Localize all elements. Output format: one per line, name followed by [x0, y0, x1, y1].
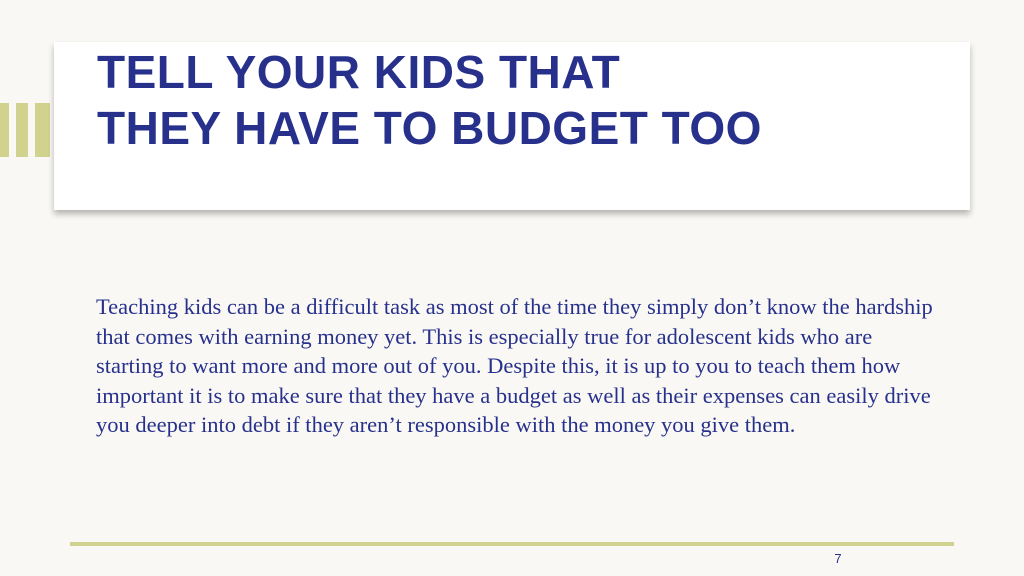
page-number: 7: [834, 551, 842, 566]
slide-title-line-1: TELL YOUR KIDS THAT: [97, 46, 621, 98]
footer-divider: [70, 542, 954, 546]
accent-bar: [0, 103, 9, 157]
slide-title-line-2: THEY HAVE TO BUDGET TOO: [97, 102, 762, 154]
slide-body-text: Teaching kids can be a difficult task as most of the time they simply don’t know the hardship that comes with earning money yet. This is especially true for adolescent kids who are starting to want more and more out of you. Despite this, it is up to you to teach them how important it is to make sure that they have a budget as well as their expenses can easily drive you deeper into debt if they aren’t responsible with the money you give them.: [96, 294, 933, 437]
title-card: [54, 42, 970, 210]
slide-title: [97, 44, 762, 156]
decorative-accent-bars: [0, 103, 56, 157]
accent-bar: [35, 103, 50, 157]
accent-bar: [16, 103, 28, 157]
